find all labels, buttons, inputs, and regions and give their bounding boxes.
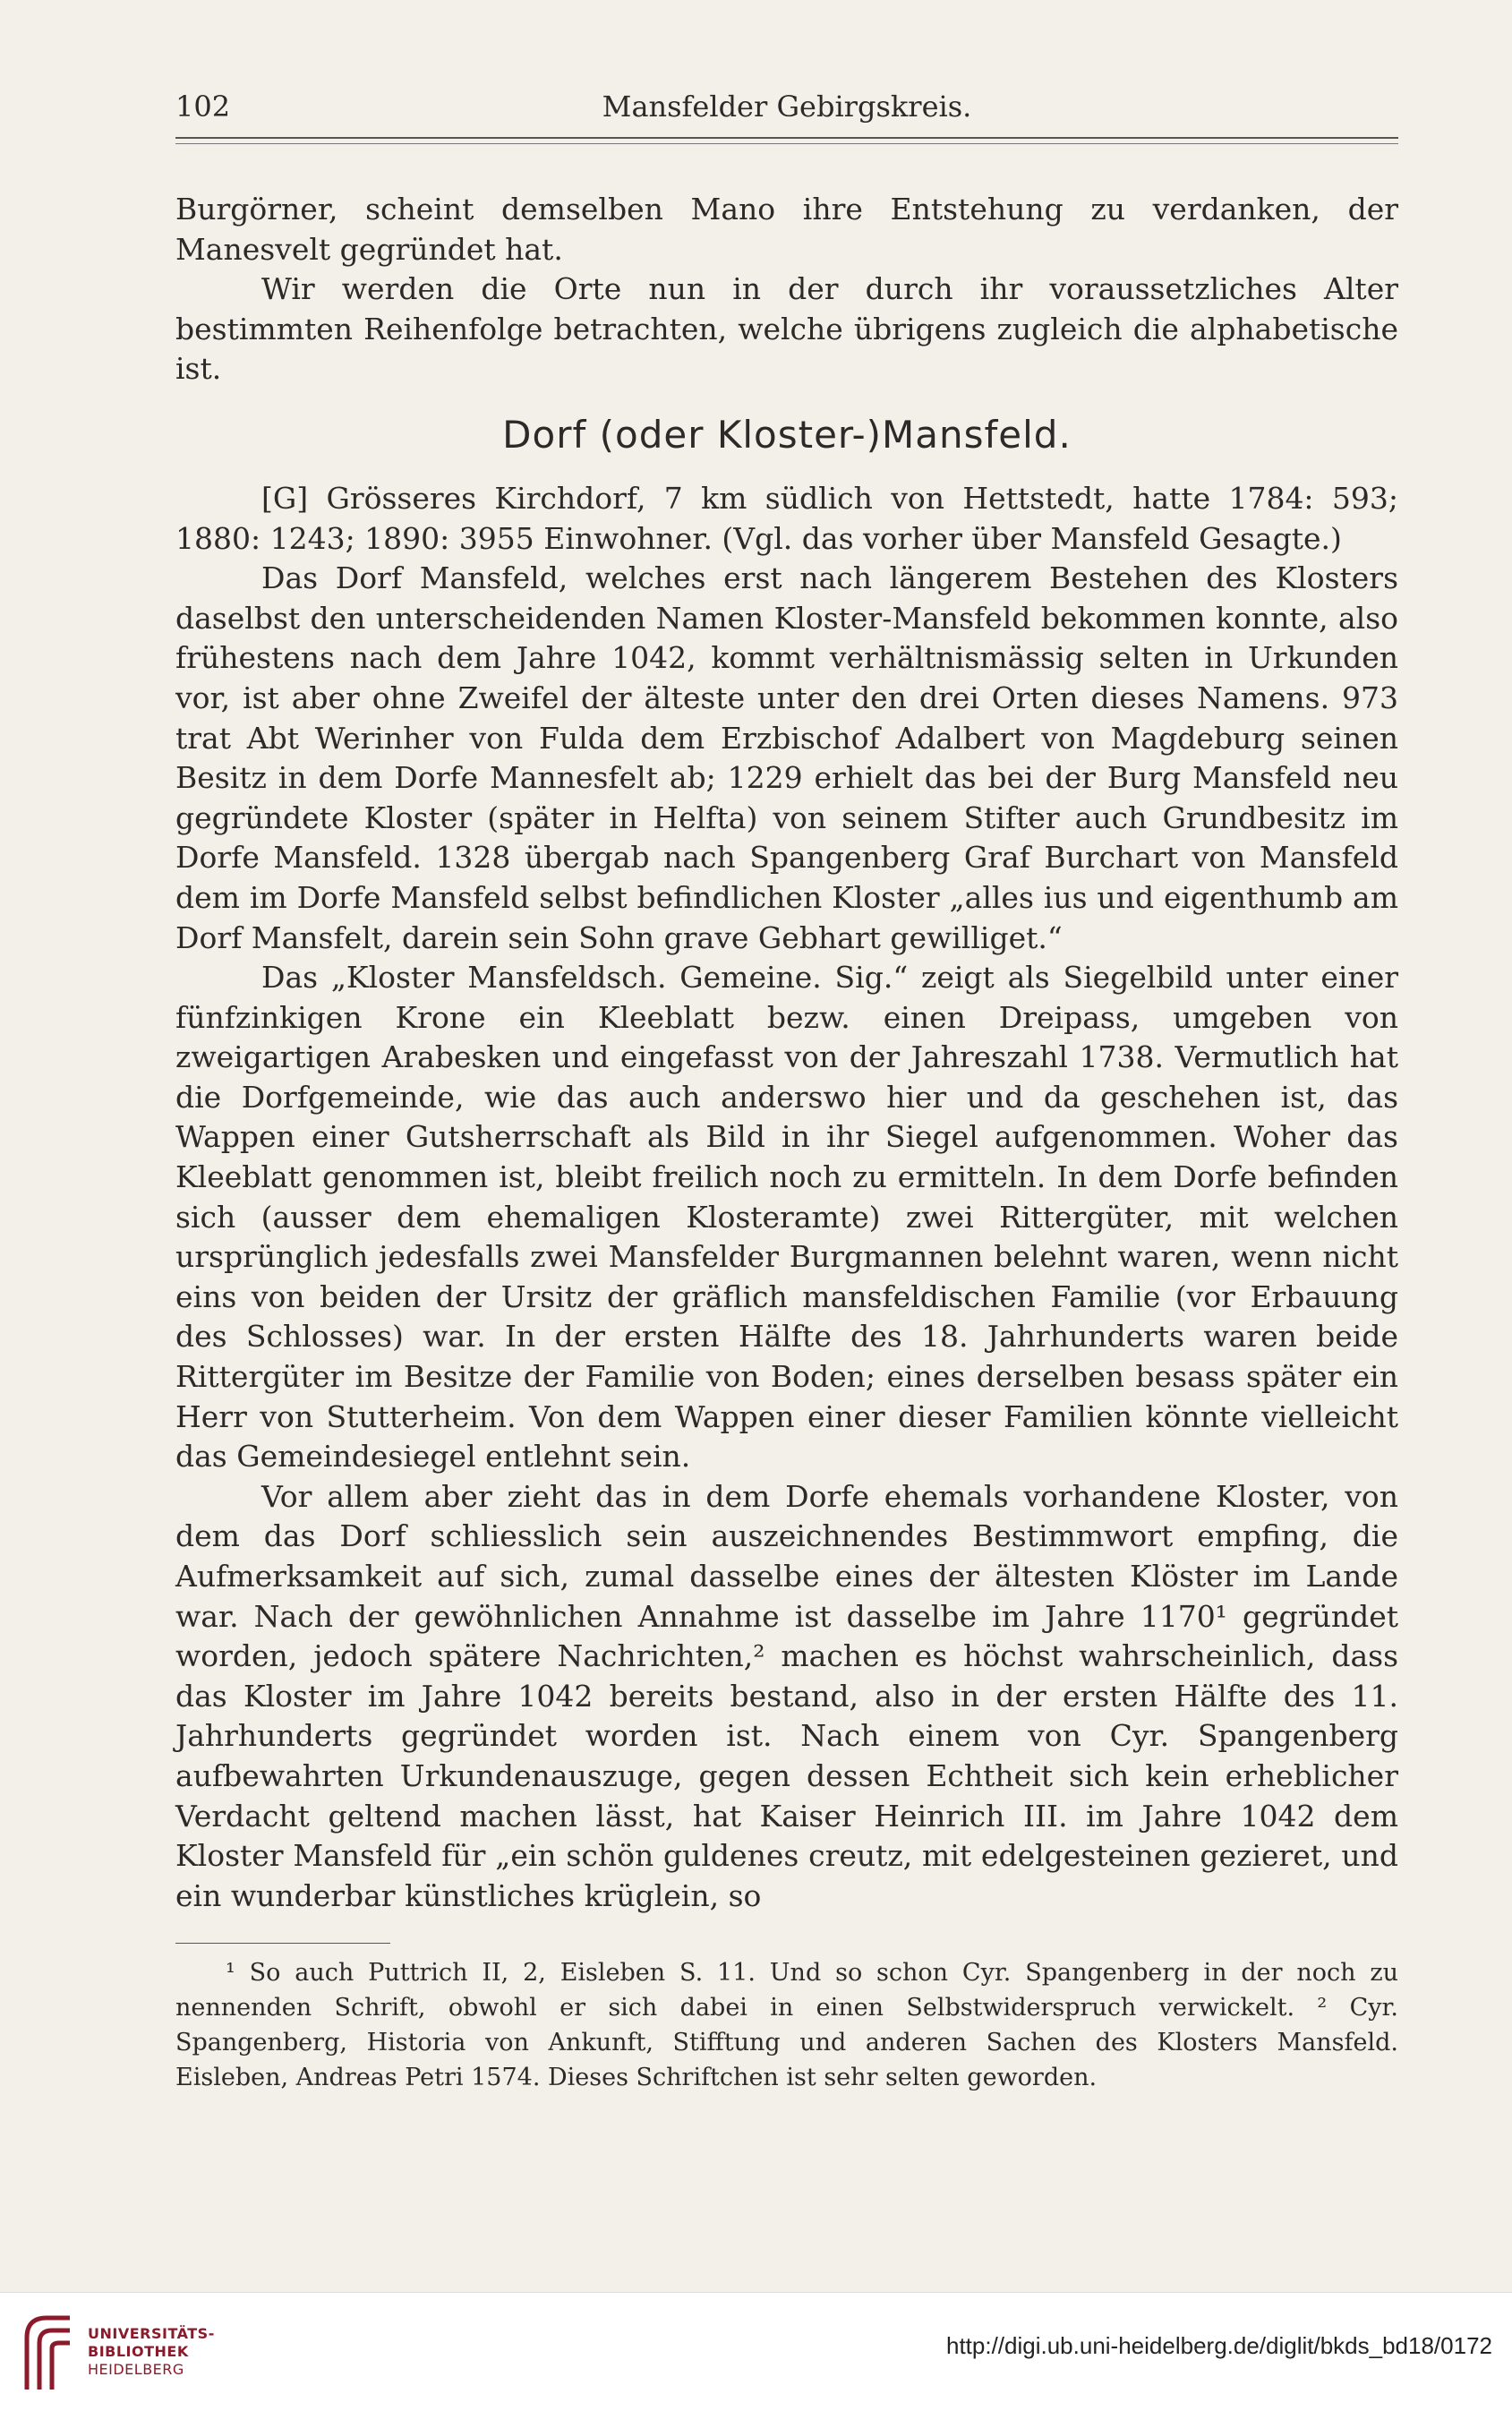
paragraph: Wir werden die Orte nun in der durch ihr voraussetzliches Alter bestimmten Reihenfolge betrachten, welche übrigens zugleich die alphabetische ist. [175, 271, 1398, 387]
footnote-text: ¹ So auch Puttrich II, 2, Eisleben S. 11. Und so schon Cyr. Spangenberg in der noch zu nennenden Schrift, obwohl er sich dabei in einen Selbstwiderspruch verwickelt. ² Cyr. Spangenberg, Historia von Ankunft, Stifftung und anderen Sachen des Klosters Mansfeld. Eisleben, Andreas Petri 1574. Dieses Schriftchen ist sehr selten geworden. [175, 1959, 1398, 2091]
library-logo-icon [20, 2311, 75, 2391]
section-heading: Dorf (oder Kloster-)Mansfeld. [502, 412, 1072, 457]
paragraph: Vor allem aber zieht das in dem Dorfe ehemals vorhandene Kloster, von dem das Dorf schliesslich sein auszeichnendes Bestimmwort empfing, die Aufmerksamkeit auf sich, zumal dasselbe eines der ältesten Klöster im Lande war. Nach der gewöhnlichen Annahme ist dasselbe im Jahre 1170¹ gegründet worden, jedoch spätere Nachrichten,² machen es höchst wahrscheinlich, dass das Kloster im Jahre 1042 bereits bestand, also in der ersten Hälfte des 11. Jahrhunderts gegründet worden ist. Nach einem von Cyr. Spangenberg aufbewahrten Urkundenauszuge, gegen dessen Echtheit sich kein erheblicher Verdacht geltend machen lässt, hat Kaiser Heinrich III. im Jahre 1042 dem Kloster Mansfeld für „ein schön guldenes creutz, mit edelgesteinen gezieret, und ein wunderbar künstliches krüglein, so [175, 1478, 1398, 1913]
footnotes [175, 1955, 1398, 2095]
library-line: HEIDELBERG [88, 2361, 184, 2378]
main-text [175, 190, 1398, 1916]
paragraph: Das Dorf Mansfeld, welches erst nach längerem Bestehen des Klosters daselbst den unterscheidenden Namen Kloster-Mansfeld bekommen konnte, also frühestens nach dem Jahre 1042, kommt verhältnismässig selten in Urkunden vor, ist aber ohne Zweifel der älteste unter den drei Orten dieses Namens. 973 trat Abt Werinher von Fulda dem Erzbischof Adalbert von Magdeburg seinen Besitz in dem Dorfe Mannesfelt ab; 1229 erhielt das bei der Burg Mansfeld neu gegründete Kloster (später in Helfta) von seinem Stifter auch Grundbesitz im Dorfe Mansfeld. 1328 übergab nach Spangenberg Graf Burchart von Mansfeld dem im Dorfe Mansfeld selbst befindlichen Kloster „alles ius und eigenthumb am Dorf Mansfelt, darein sein Sohn grave Gebhart gewilliget.“ [175, 560, 1398, 955]
paragraph: Burgörner, scheint demselben Mano ihre Entstehung zu verdanken, der Manesvelt gegründet hat. [175, 192, 1398, 267]
running-title: Mansfelder Gebirgskreis. [602, 90, 972, 124]
library-name [88, 2325, 215, 2379]
page-number: 102 [175, 90, 231, 124]
library-line: UNIVERSITÄTS- [88, 2325, 215, 2342]
footnote-rule [175, 1943, 390, 1944]
permalink-url[interactable]: http://digi.ub.uni-heidelberg.de/diglit/bkds_bd18/0172 [945, 2332, 1492, 2359]
viewer-footer [0, 2292, 1512, 2411]
header-rule-thin [175, 143, 1398, 144]
library-line: BIBLIOTHEK [88, 2343, 189, 2360]
paragraph: [G] Grösseres Kirchdorf, 7 km südlich von Hettstedt, hatte 1784: 593; 1880: 1243; 1890: 3955 Einwohner. (Vgl. das vorher über Mansfeld Gesagte.) [175, 480, 1398, 556]
paragraph: Das „Kloster Mansfeldsch. Gemeine. Sig.“ zeigt als Siegelbild unter einer fünfzinkigen Krone ein Kleeblatt bezw. einen Dreipass, umgeben von zweigartigen Arabesken und eingefasst von der Jahreszahl 1738. Vermutlich hat die Dorfgemeinde, wie das auch anderswo hier und da geschehen ist, das Wappen einer Gutsherrschaft als Bild in ihr Siegel aufgenommen. Woher das Kleeblatt genommen ist, bleibt freilich noch zu ermitteln. In dem Dorfe befinden sich (ausser dem ehemaligen Klosteramte) zwei Rittergüter, mit welchen ursprünglich jedesfalls zwei Mansfelder Burgmannen belehnt waren, wenn nicht eins von beiden der Ursitz der gräflich mansfeldischen Familie (vor Erbauung des Schlosses) war. In der ersten Hälfte des 18. Jahrhunderts waren beide Rittergüter im Besitze der Familie von Boden; eines derselben besass später ein Herr von Stutterheim. Von dem Wappen einer dieser Familien könnte vielleicht das Gemeindesiegel entlehnt sein. [175, 960, 1398, 1475]
page-header [175, 90, 1398, 134]
header-rule [175, 137, 1398, 139]
